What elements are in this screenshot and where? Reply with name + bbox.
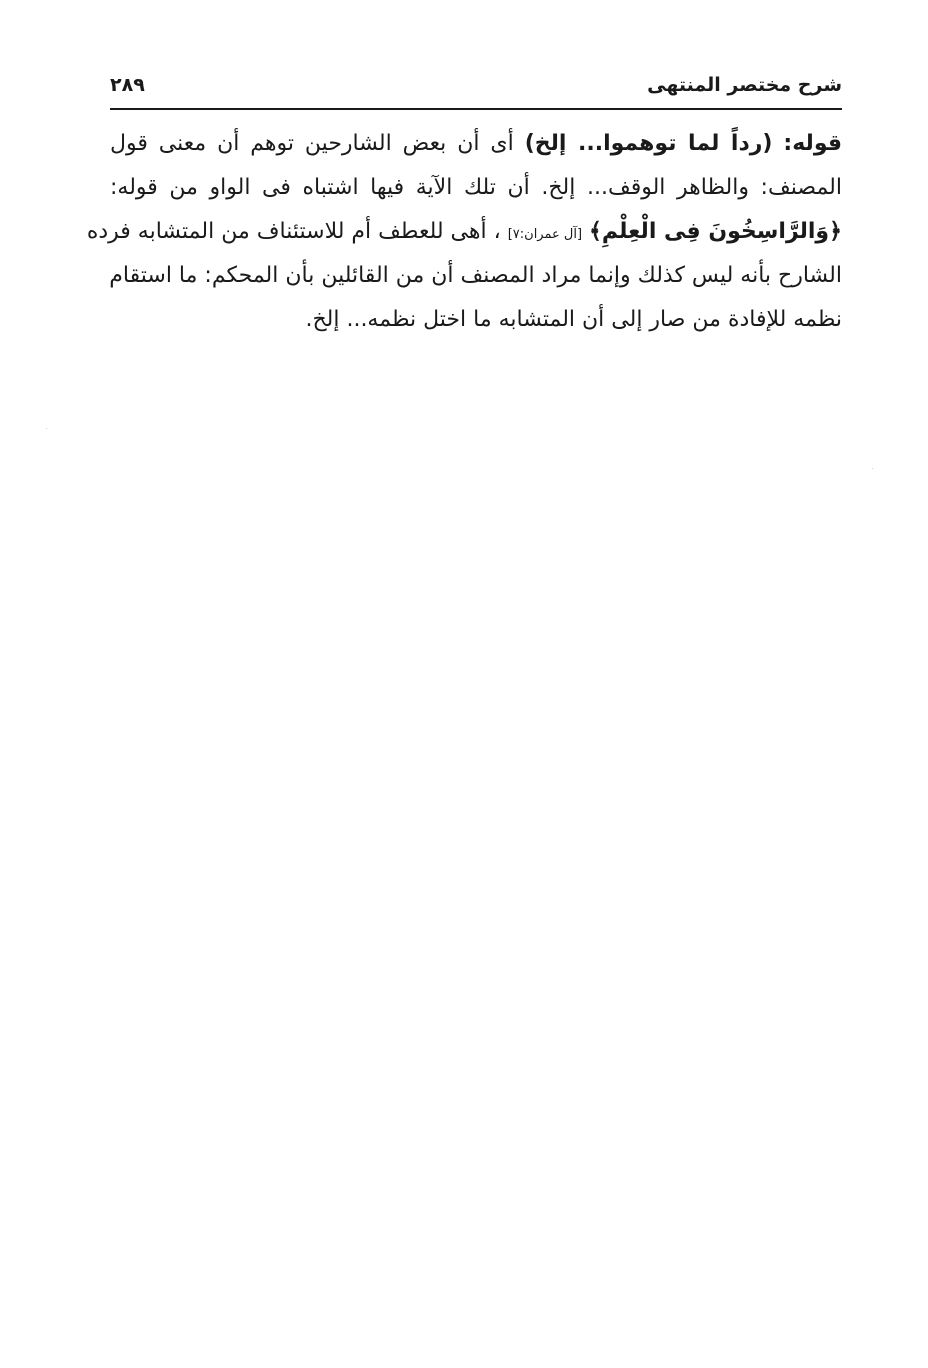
text-line-3 — [86, 210, 842, 254]
scan-speck — [872, 468, 873, 469]
text-line-5: نظمه للإفادة من صار إلى أن المتشابه ما اختل نظمه... إلخ. — [305, 307, 842, 332]
verse-citation: [آل عمران:٧] — [507, 227, 583, 242]
text-line-1 — [110, 122, 842, 166]
quran-verse: ﴿وَالرَّاسِخُونَ فِى الْعِلْمِ﴾ — [589, 219, 842, 244]
scan-speck — [46, 428, 47, 429]
lemma-label: قوله: — [783, 131, 843, 156]
text-line-2: المصنف: والظاهر الوقف... إلخ. أن تلك الآية فيها اشتباه فى الواو من قوله: — [110, 175, 842, 200]
book-title: شرح مختصر المنتهى — [647, 74, 842, 96]
commentary-paragraph — [86, 122, 843, 342]
running-head — [110, 72, 842, 104]
lemma-quote: (رداً لما توهموا... إلخ) — [524, 131, 773, 156]
line-3-text: ، أهى للعطف أم للاستئناف من المتشابه فرده — [86, 219, 501, 244]
text-line-4: الشارح بأنه ليس كذلك وإنما مراد المصنف أن من القائلين بأن المحكم: ما استقام — [109, 263, 842, 288]
header-divider — [110, 108, 842, 110]
page-number: ٢٨٩ — [110, 74, 145, 96]
line-1-text: أى أن بعض الشارحين توهم أن معنى قول — [110, 131, 514, 156]
